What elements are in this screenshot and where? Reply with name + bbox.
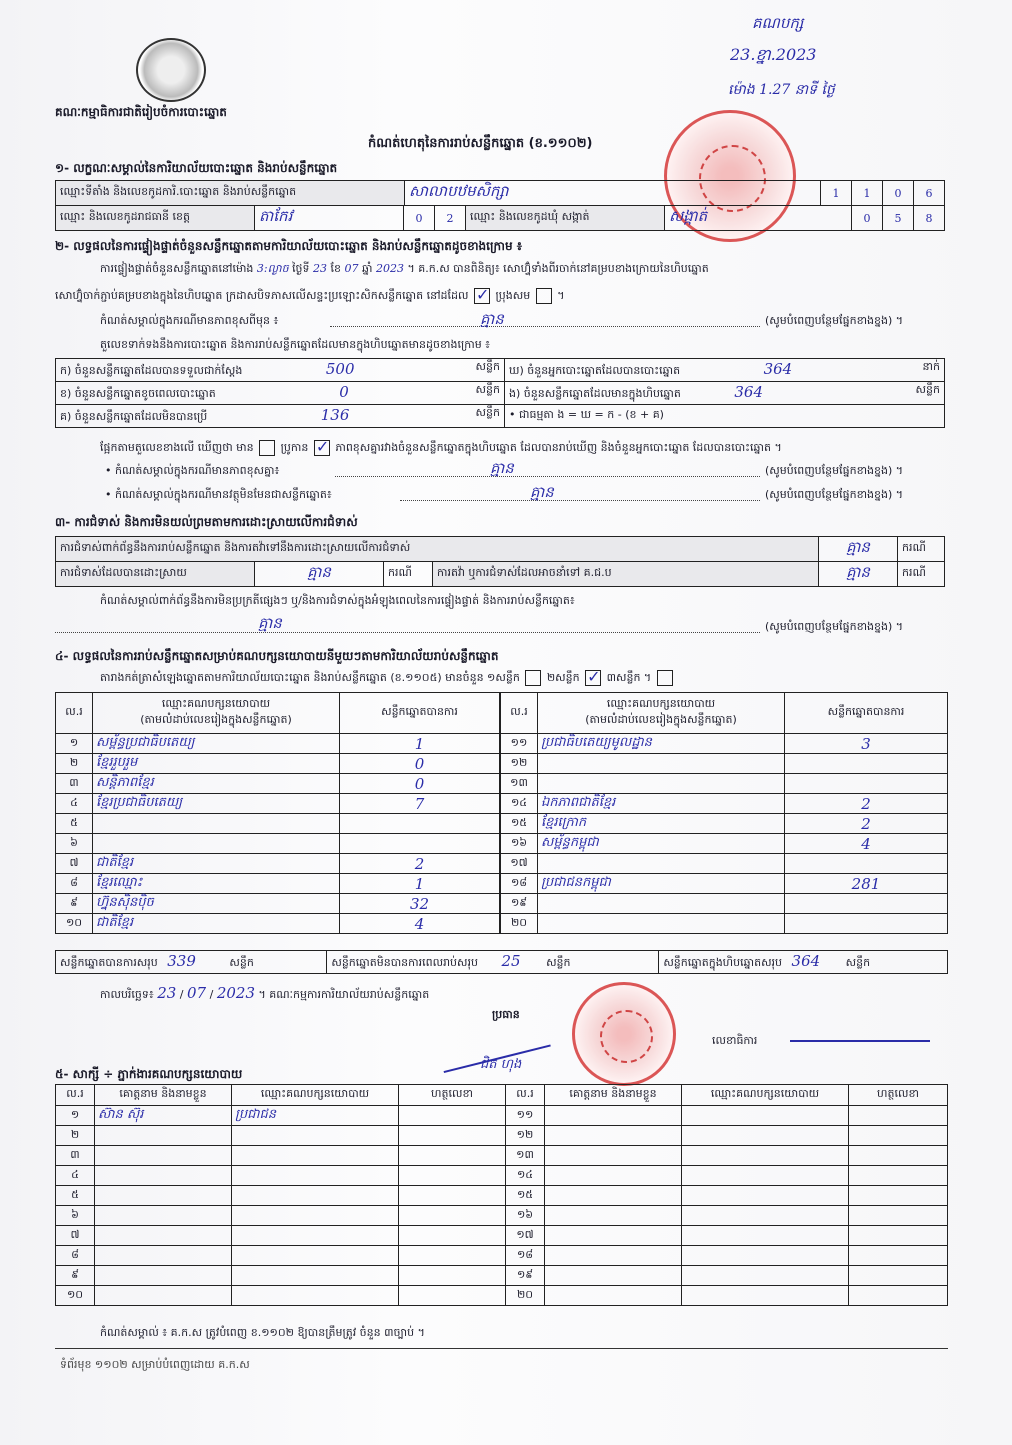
handwritten-note-2: 23.ខ្នា.2023	[730, 45, 817, 64]
s2-bullet-1-hint: (សូមបំពេញបន្ថែមផ្នែកខាងខ្នង) ។	[765, 464, 904, 477]
valid-votes: 32	[340, 894, 500, 914]
row-number: ៨	[56, 874, 93, 894]
s4-right-table	[500, 692, 948, 934]
emblem-logo	[136, 38, 206, 102]
r2-value: តាកែវ	[255, 206, 404, 231]
s4-summary	[55, 950, 948, 974]
witness-name	[545, 1186, 682, 1206]
row-number: ២	[56, 754, 93, 774]
table-row	[501, 774, 948, 794]
s3-r3-label: ការតវ៉ា ឬការជំទាស់ដែលអាចនាំទៅ គ.ជ.ប	[433, 562, 819, 587]
s3-note-hint: (សូមបំពេញបន្ថែមផ្នែកខាងខ្នង) ។	[765, 620, 904, 633]
s2-note-label: កំណត់សម្គាល់ក្នុងករណីមានភាពខុសពីមុន ៖	[100, 314, 279, 327]
witness-signature	[849, 1226, 948, 1246]
s2-bullet-1-line	[335, 476, 760, 477]
s4-chair-label: ប្រធាន	[492, 1008, 520, 1021]
s2-bullet-2-hint: (សូមបំពេញបន្ថែមផ្នែកខាងខ្នង) ។	[765, 488, 904, 501]
checkbox-different[interactable]	[536, 288, 552, 304]
party-name	[538, 914, 785, 934]
s4-h-party: ឈ្មោះគណបក្សនយោបាយ (តាមលំដាប់លេខរៀងក្នុងសន្លឹកឆ្នោត)	[93, 693, 340, 734]
party-name: ឯកភាពជាតិខ្មែរ	[538, 794, 785, 814]
party-name	[538, 754, 785, 774]
witness-signature	[849, 1266, 948, 1286]
s2-time: 3:ល្ងាច	[256, 262, 289, 275]
witness-party	[682, 1266, 849, 1286]
checkbox-2-sheets[interactable]	[585, 670, 601, 686]
r1-value: សាលាបឋមសិក្សា	[405, 181, 821, 206]
valid-votes: 2	[785, 794, 948, 814]
valid-votes: 2	[785, 814, 948, 834]
table-row	[501, 734, 948, 754]
witness-party	[682, 1286, 849, 1306]
table-row	[56, 914, 500, 934]
r1-label: ឈ្មោះទីតាំង និងលេខកូដការិ.បោះឆ្នោត និងរាប់សន្លឹកឆ្នោត	[56, 181, 405, 206]
row-number: ១៧	[501, 854, 538, 874]
table-row	[501, 814, 948, 834]
s2-paragraph-1: ការផ្ទៀងផ្ទាត់ចំនួនសន្លឹកឆ្នោតនៅម៉ោង 3:ល្ងាច ថ្ងៃទី 23 ខែ 07 ឆ្នាំ 2023 ។ គ.ក.ស បានពិនិត្យ៖ សោហ្វ៊ុំទាំងពីរចាក់នៅគម្របខាងក្រោយនៃហិបឆ្នោត	[100, 262, 709, 275]
witness-signature	[399, 1226, 506, 1246]
s2-paragraph-3: តួលេខទាក់ទងនឹងការបោះឆ្នោត និងការរាប់សន្លឹកឆ្នោតដែលមានក្នុងហិបឆ្នោតមានដូចខាងក្រោម ៖	[100, 338, 491, 351]
s3-note-label: កំណត់សម្គាល់ពាក់ព័ន្ធនឹងការមិនប្រក្រតីផ្សេងៗ ឬ/និងការជំទាស់ក្នុងអំឡុងពេលនៃការផ្ទៀងផ្ទាត់ និងការរាប់សន្លឹកឆ្នោត៖	[100, 594, 575, 607]
row-number: ១១	[501, 734, 538, 754]
footer-note: កំណត់សម្គាល់ ៖ គ.ក.ស ត្រូវបំពេញ ខ.១១០២ ឱ្យបានត្រឹមត្រូវ ចំនួន ៣ច្បាប់ ។	[100, 1326, 425, 1339]
witness-name	[95, 1226, 232, 1246]
r2b-code-3: 8	[914, 206, 945, 231]
row-number: ១២	[506, 1126, 545, 1146]
valid-votes: 1	[340, 874, 500, 894]
s2-bullet-2-label: • កំណត់សម្គាល់ក្នុងករណីមានវត្ថុមិនមែនជាសន្លឹកឆ្នោត៖	[105, 488, 332, 501]
checkbox-1-sheet[interactable]	[525, 670, 541, 686]
party-name	[93, 814, 340, 834]
authority-name: គណៈកម្មាធិការជាតិរៀបចំការបោះឆ្នោត	[55, 105, 227, 119]
s4-left-table	[55, 692, 500, 934]
witness-signature	[399, 1286, 506, 1306]
s4-sheet-count: តារាងកត់ត្រាសំឡេងឆ្នោតតាមការិយាល័យបោះឆ្នោត និងរាប់សន្លឹកឆ្នោត (ខ.១១០៥) មានចំនួន ១សន្លឹក ២សន្លឹក ✓ ៣សន្លឹក ។	[100, 670, 675, 687]
party-name: ខ្មែររួបរួម	[93, 754, 340, 774]
party-name: ជាតិខ្មែរ	[93, 854, 340, 874]
row-number: ១៣	[506, 1146, 545, 1166]
official-seal-bottom	[572, 982, 676, 1086]
valid-votes: 0	[340, 754, 500, 774]
checkbox-has-difference[interactable]	[259, 440, 275, 456]
fig-g: គ) ចំនួនសន្លឹកឆ្នោតដែលមិនបានប្រើ 136 សន្លឹក	[56, 405, 505, 428]
s2-figures-table	[55, 358, 945, 428]
row-number: ១៦	[506, 1206, 545, 1226]
table-row	[56, 754, 500, 774]
s3-r2-value: គ្មាន	[255, 562, 384, 587]
witness-signature	[849, 1166, 948, 1186]
witness-party	[682, 1146, 849, 1166]
fig-gh: ឃ) ចំនួនអ្នកបោះឆ្នោតដែលបានបោះឆ្នោត 364 នាក់	[505, 359, 945, 382]
section-1-table-row2	[55, 205, 945, 231]
section-5-title: ៥- សាក្សី ÷ ភ្នាក់ងារគណបក្សនយោបាយ	[55, 1067, 243, 1081]
witness-name	[95, 1186, 232, 1206]
s2-note-line	[330, 326, 760, 327]
s2-year: 2023	[376, 262, 404, 275]
witness-row	[56, 1126, 948, 1146]
witness-signature	[399, 1246, 506, 1266]
row-number: ១២	[501, 754, 538, 774]
secretary-signature	[790, 1026, 930, 1042]
row-number: ១៨	[501, 874, 538, 894]
r2b-value: សង្កាត់	[665, 206, 852, 231]
row-number: ៨	[56, 1246, 95, 1266]
s4-right-body	[501, 734, 948, 934]
table-row	[56, 774, 500, 794]
table-row	[501, 914, 948, 934]
witness-name: ស៊ាន ស៊ុរ	[95, 1106, 232, 1126]
s4-date: កាលបរិច្ឆេទ៖ 23 / 07 / 2023 ។ គណៈកម្មការការិយាល័យរាប់សន្លឹកឆ្នោត	[100, 984, 430, 1002]
handwritten-note-3: ម៉ោង 1.27 នាទី ថ្ងៃ	[728, 82, 835, 98]
party-name: ខ្មែរប្រជាធិបតេយ្យ	[93, 794, 340, 814]
table-row	[501, 794, 948, 814]
valid-votes	[785, 894, 948, 914]
section-3-title: ៣- ការជំទាស់ និងការមិនយល់ព្រមតាមការដោះស្រាយលើការជំទាស់	[55, 515, 358, 529]
valid-votes: 3	[785, 734, 948, 754]
s2-bullet-1-value: គ្មាន	[490, 459, 514, 477]
witness-name	[95, 1166, 232, 1186]
witness-signature	[399, 1106, 506, 1126]
row-number: ៣	[56, 774, 93, 794]
witness-signature	[399, 1166, 506, 1186]
witness-name	[545, 1126, 682, 1146]
s4-h-votes: សន្លឹកឆ្នោតបានការ	[340, 693, 500, 734]
s5-h-sign: ហត្ថលេខា	[399, 1085, 506, 1106]
party-name: ខ្មែរឈ្មោះ	[93, 874, 340, 894]
witness-party	[682, 1106, 849, 1126]
witness-signature	[849, 1246, 948, 1266]
section-1-table	[55, 180, 945, 206]
witness-signature	[849, 1146, 948, 1166]
valid-votes: 0	[340, 774, 500, 794]
party-name: សម្ព័ន្ធកម្ពុជា	[538, 834, 785, 854]
s4-h-no: ល.រ	[56, 693, 93, 734]
row-number: ១០	[56, 914, 93, 934]
s4-left-body	[56, 734, 500, 934]
witness-party	[232, 1286, 399, 1306]
row-number: ១៥	[506, 1186, 545, 1206]
row-number: ១១	[506, 1106, 545, 1126]
witness-name	[545, 1226, 682, 1246]
witness-name	[545, 1166, 682, 1186]
fig-k: ក) ចំនួនសន្លឹកឆ្នោតដែលបានទទួលជាក់ស្តែង 500 សន្លឹក	[56, 359, 505, 382]
witness-signature	[849, 1206, 948, 1226]
r1-code-1: 1	[821, 181, 852, 206]
witness-signature	[399, 1266, 506, 1286]
s3-r1-unit: ករណី	[898, 537, 945, 562]
table-row	[501, 894, 948, 914]
s2-paragraph-2: សោហ្វ៊ុំចាក់ភ្ជាប់គម្របខាងក្នុងនៃហិបឆ្នោត ក្រដាសបិទភាសលើសន្ទះប្រឡោះសិកសន្លឹកឆ្នោត នៅដដែល ✓ ប្រុងសម ។	[55, 288, 564, 305]
witness-name	[545, 1286, 682, 1306]
s4-chair-name: ជិត ហុង	[480, 1057, 522, 1072]
row-number: ១៩	[501, 894, 538, 914]
witness-party	[232, 1166, 399, 1186]
fig-kh: ខ) ចំនួនសន្លឹកឆ្នោតខូចពេលបោះឆ្នោត 0 សន្លឹក	[56, 382, 505, 405]
party-name	[538, 894, 785, 914]
witness-signature	[849, 1286, 948, 1306]
witness-party	[682, 1246, 849, 1266]
table-row	[501, 874, 948, 894]
s2-bullet-1-label: • កំណត់សម្គាល់ក្នុងករណីមានភាពខុសគ្នា៖	[105, 464, 280, 477]
s4-sum-total: សន្លឹកឆ្នោតក្នុងហិបឆ្នោតសរុប 364 សន្លឹក	[659, 951, 948, 974]
form-title: កំណត់ហេតុនៃការរាប់សន្លឹកឆ្នោត (ខ.១១០២)	[368, 136, 593, 151]
s4-secretary-label: លេខាធិការ	[712, 1034, 758, 1047]
r2b-code-2: 5	[883, 206, 914, 231]
witness-signature	[399, 1206, 506, 1226]
witness-row	[56, 1246, 948, 1266]
footer-divider	[55, 1348, 948, 1349]
row-number: ១៧	[506, 1226, 545, 1246]
section-1-title: ១- លក្ខណៈសម្គាល់នៃការិយាល័យបោះឆ្នោត និងរាប់សន្លឹកឆ្នោត	[55, 161, 338, 175]
s3-r1-value: គ្មាន	[819, 537, 898, 562]
witness-name	[95, 1206, 232, 1226]
witness-signature	[849, 1106, 948, 1126]
witness-row	[56, 1186, 948, 1206]
witness-signature	[399, 1126, 506, 1146]
section-4-title: ៤- លទ្ធផលនៃការរាប់សន្លឹកឆ្នោតសម្រាប់គណបក្សនយោបាយនីមួយៗតាមការិយាល័យរាប់សន្លឹកឆ្នោត	[55, 649, 499, 663]
row-number: ១	[56, 1106, 95, 1126]
valid-votes: 4	[340, 914, 500, 934]
witness-party	[232, 1246, 399, 1266]
witness-party	[232, 1206, 399, 1226]
s5-h-sign-right: ហត្ថលេខា	[849, 1085, 948, 1106]
row-number: ១៤	[501, 794, 538, 814]
party-name: ហ្វ៊ុនស៊ិនប៉ិច	[93, 894, 340, 914]
r2-code-2: 2	[435, 206, 466, 231]
s3-r2-unit: ករណី	[384, 562, 433, 587]
row-number: ៦	[56, 1206, 95, 1226]
row-number: ៧	[56, 854, 93, 874]
row-number: ៥	[56, 814, 93, 834]
s2-bullet-2-value: គ្មាន	[530, 483, 554, 501]
s4-h-votes-right: សន្លឹកឆ្នោតបានការ	[785, 693, 948, 734]
witness-name	[95, 1246, 232, 1266]
party-name: ប្រជាធិបតេយ្យមូលដ្ឋាន	[538, 734, 785, 754]
section-3-table	[55, 536, 945, 587]
row-number: ១៦	[501, 834, 538, 854]
party-name: សន្តិភាពខ្មែរ	[93, 774, 340, 794]
witness-signature	[399, 1186, 506, 1206]
s2-note-hint: (សូមបំពេញបន្ថែមផ្នែកខាងខ្នង) ។	[765, 314, 904, 327]
witness-name	[95, 1126, 232, 1146]
witness-party: ប្រជាជន	[232, 1106, 399, 1126]
s4-sum-invalid: សន្លឹកឆ្នោតមិនបានការពេលរាប់សរុប 25 សន្លឹក	[327, 951, 659, 974]
table-row	[56, 894, 500, 914]
r2-code-1: 0	[404, 206, 435, 231]
table-row	[56, 794, 500, 814]
valid-votes: 4	[785, 834, 948, 854]
witness-party	[232, 1266, 399, 1286]
r1-code-2: 1	[852, 181, 883, 206]
s3-r2-label: ការជំទាស់ដែលបានដោះស្រាយ	[56, 562, 255, 587]
witness-party	[232, 1126, 399, 1146]
witness-row	[56, 1106, 948, 1126]
witness-name	[545, 1246, 682, 1266]
s3-note-value: គ្មាន	[258, 614, 282, 632]
witness-name	[545, 1266, 682, 1286]
row-number: ៦	[56, 834, 93, 854]
s5-h-no: ល.រ	[56, 1085, 95, 1106]
s3-r3-value: គ្មាន	[819, 562, 898, 587]
witness-name	[95, 1266, 232, 1286]
table-row	[56, 874, 500, 894]
witness-row	[56, 1286, 948, 1306]
s4-h-no-right: ល.រ	[501, 693, 538, 734]
witness-row	[56, 1226, 948, 1246]
s3-r3-unit: ករណី	[898, 562, 945, 587]
s4-h-party-right: ឈ្មោះគណបក្សនយោបាយ (តាមលំដាប់លេខរៀងក្នុងសន្លឹកឆ្នោត)	[538, 693, 785, 734]
valid-votes	[785, 754, 948, 774]
s2-bullet-2-line	[400, 500, 760, 501]
valid-votes: 7	[340, 794, 500, 814]
checkbox-same[interactable]	[474, 288, 490, 304]
witness-row	[56, 1166, 948, 1186]
s5-h-no-right: ល.រ	[506, 1085, 545, 1106]
s5-h-name-right: គោត្តនាម និងនាមខ្លួន	[545, 1085, 682, 1106]
witness-signature	[849, 1126, 948, 1146]
fig-ng: ង) ចំនួនសន្លឹកឆ្នោតដែលមានក្នុងហិបឆ្នោត 364 សន្លឹក	[505, 382, 945, 405]
party-name: ប្រជាជនកម្ពុជា	[538, 874, 785, 894]
party-name	[538, 774, 785, 794]
handwritten-note-1: គណបក្ស	[752, 14, 804, 32]
row-number: ៤	[56, 794, 93, 814]
witness-party	[232, 1146, 399, 1166]
witness-name	[545, 1106, 682, 1126]
s5-h-name: គោត្តនាម និងនាមខ្លួន	[95, 1085, 232, 1106]
witness-row	[56, 1206, 948, 1226]
row-number: ១៥	[501, 814, 538, 834]
row-number: ១	[56, 734, 93, 754]
valid-votes	[785, 914, 948, 934]
s2-day: 23	[313, 262, 328, 275]
table-row	[56, 834, 500, 854]
s5-table	[55, 1084, 948, 1306]
witness-name	[545, 1206, 682, 1226]
s2-month: 07	[344, 262, 359, 275]
s5-body	[56, 1106, 948, 1306]
r2b-label: ឈ្មោះ និងលេខកូដឃុំ សង្កាត់	[466, 206, 665, 231]
witness-party	[682, 1166, 849, 1186]
witness-row	[56, 1146, 948, 1166]
section-2-title: ២- លទ្ធផលនៃការផ្ទៀងផ្ទាត់ចំនួនសន្លឹកឆ្នោតតាមការិយាល័យបោះឆ្នោត និងរាប់សន្លឹកឆ្នោតដូចខាងក្រោម ៖	[55, 239, 523, 253]
table-row	[501, 754, 948, 774]
valid-votes	[785, 854, 948, 874]
party-name	[538, 854, 785, 874]
witness-party	[682, 1206, 849, 1226]
valid-votes	[340, 834, 500, 854]
witness-signature	[399, 1146, 506, 1166]
table-row	[501, 854, 948, 874]
s3-note-line	[55, 632, 760, 633]
witness-row	[56, 1266, 948, 1286]
row-number: ៤	[56, 1166, 95, 1186]
r1-code-3: 0	[883, 181, 914, 206]
row-number: ៣	[56, 1146, 95, 1166]
witness-party	[232, 1226, 399, 1246]
table-row	[56, 814, 500, 834]
row-number: ២	[56, 1126, 95, 1146]
witness-party	[682, 1186, 849, 1206]
row-number: ១០	[56, 1286, 95, 1306]
row-number: ៩	[56, 894, 93, 914]
party-name: ខ្មែរក្រោក	[538, 814, 785, 834]
witness-name	[95, 1286, 232, 1306]
row-number: ១៨	[506, 1246, 545, 1266]
s2-paragraph-4: ផ្អែកតាមតួលេខខាងលើ ឃើញថា មាន ប្រូកាន ✓ ភាពខុសគ្នារវាងចំនួនសន្លឹកឆ្នោតក្នុងហិបឆ្នោត ដែលបានរាប់ឃើញ និងចំនួនអ្នកបោះឆ្នោត ដែលបានបោះឆ្នោត ។	[100, 440, 782, 457]
witness-name	[95, 1146, 232, 1166]
table-row	[56, 734, 500, 754]
footer-form: ទំព័រមុខ ១១០២ សម្រាប់បំពេញដោយ គ.ក.ស	[60, 1358, 250, 1371]
row-number: ១៩	[506, 1266, 545, 1286]
valid-votes: 2	[340, 854, 500, 874]
row-number: ១៤	[506, 1166, 545, 1186]
row-number: ៥	[56, 1186, 95, 1206]
row-number: ១៣	[501, 774, 538, 794]
table-row	[501, 834, 948, 854]
witness-party	[682, 1126, 849, 1146]
valid-votes: 281	[785, 874, 948, 894]
valid-votes	[340, 814, 500, 834]
s5-h-party: ឈ្មោះគណបក្សនយោបាយ	[232, 1085, 399, 1106]
witness-party	[232, 1186, 399, 1206]
valid-votes: 1	[340, 734, 500, 754]
row-number: ២០	[506, 1286, 545, 1306]
checkbox-3-sheets[interactable]	[657, 670, 673, 686]
s2-note-value: គ្មាន	[480, 310, 504, 328]
witness-name	[545, 1146, 682, 1166]
witness-party	[682, 1226, 849, 1246]
s5-h-party-right: ឈ្មោះគណបក្សនយោបាយ	[682, 1085, 849, 1106]
row-number: ៧	[56, 1226, 95, 1246]
r2-label: ឈ្មោះ និងលេខកូដរាជធានី ខេត្ត	[56, 206, 255, 231]
fig-formula: • ជាធម្មតា ង = ឃ = ក - (ខ + គ)	[505, 405, 945, 428]
checkbox-no-difference[interactable]	[314, 440, 330, 456]
row-number: ២០	[501, 914, 538, 934]
r2b-code-1: 0	[852, 206, 883, 231]
r1-code-4: 6	[914, 181, 945, 206]
valid-votes	[785, 774, 948, 794]
party-name: ជាតិខ្មែរ	[93, 914, 340, 934]
party-name: សម្ព័ន្ធប្រជាធិបតេយ្យ	[93, 734, 340, 754]
s4-sum-valid: សន្លឹកឆ្នោតបានការសរុប 339 សន្លឹក	[56, 951, 327, 974]
table-row	[56, 854, 500, 874]
s3-r1-label: ការជំទាស់ពាក់ព័ន្ធនឹងការរាប់សន្លឹកឆ្នោត និងការតវ៉ាទៅនឹងការដោះស្រាយលើការជំទាស់	[56, 537, 819, 562]
witness-signature	[849, 1186, 948, 1206]
party-name	[93, 834, 340, 854]
row-number: ៩	[56, 1266, 95, 1286]
